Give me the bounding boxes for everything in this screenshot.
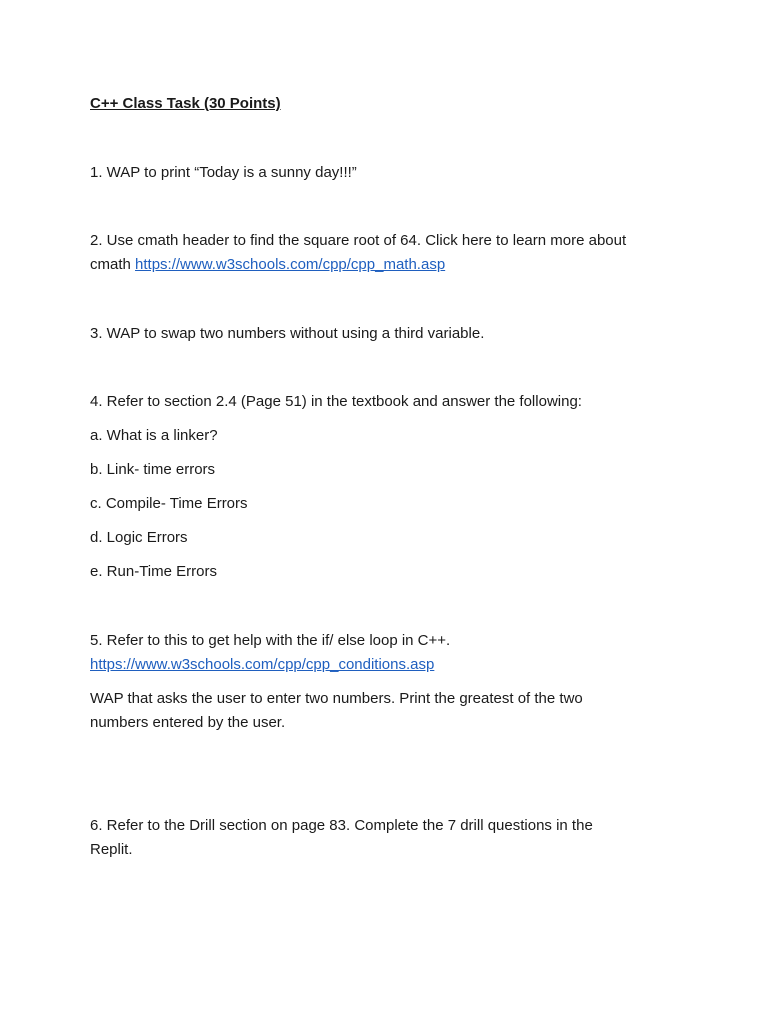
question-4-item-d: d. Logic Errors bbox=[90, 529, 188, 546]
cmath-link[interactable]: https://www.w3schools.com/cpp/cpp_math.asp bbox=[135, 256, 446, 273]
question-2-line-1: 2. Use cmath header to find the square root of 64. Click here to learn more about bbox=[90, 232, 627, 249]
question-6-line-2: Replit. bbox=[90, 841, 133, 858]
question-4-item-b: b. Link- time errors bbox=[90, 461, 216, 478]
question-1: 1. WAP to print “Today is a sunny day!!!” bbox=[90, 164, 357, 181]
conditions-link[interactable]: https://www.w3schools.com/cpp/cpp_conditions.asp bbox=[90, 656, 435, 673]
question-5-task-line-1: WAP that asks the user to enter two numbers. Print the greatest of the two bbox=[90, 690, 583, 707]
question-5-intro: 5. Refer to this to get help with the if/ else loop in C++. bbox=[90, 632, 451, 649]
question-6-line-1: 6. Refer to the Drill section on page 83. Complete the 7 drill questions in the bbox=[90, 817, 593, 834]
question-4-intro: 4. Refer to section 2.4 (Page 51) in the textbook and answer the following: bbox=[90, 393, 582, 410]
question-4-item-c: c. Compile- Time Errors bbox=[90, 495, 248, 512]
question-3: 3. WAP to swap two numbers without using a third variable. bbox=[90, 325, 485, 342]
question-5-link-line bbox=[90, 655, 434, 675]
question-4-item-a: a. What is a linker? bbox=[90, 427, 218, 444]
question-5-task-line-2: numbers entered by the user. bbox=[90, 714, 286, 731]
question-2-prefix: cmath bbox=[90, 256, 136, 273]
document-title: C++ Class Task (30 Points) bbox=[90, 95, 281, 112]
question-4-item-e: e. Run-Time Errors bbox=[90, 563, 217, 580]
question-2-line-2 bbox=[90, 255, 445, 275]
